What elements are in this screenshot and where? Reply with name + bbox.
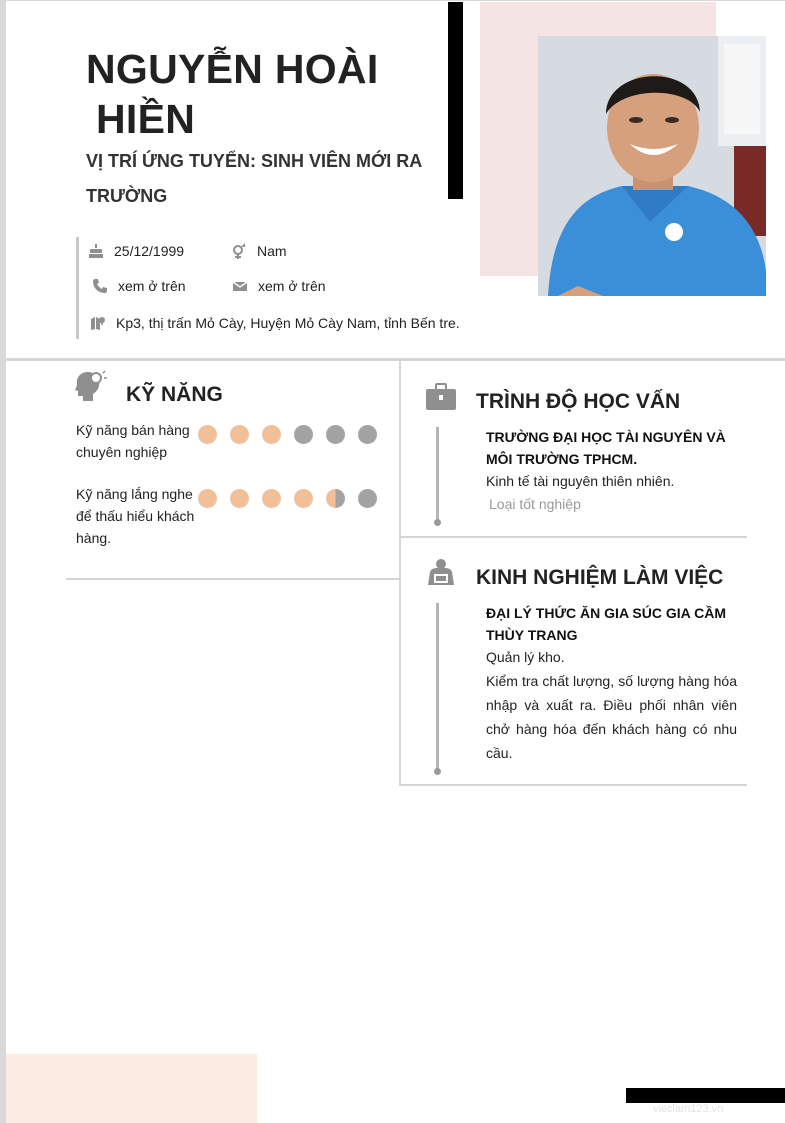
skills-divider xyxy=(66,578,400,580)
skill-dot xyxy=(358,489,377,508)
company-name: ĐẠI LÝ THỨC ĂN GIA SÚC GIA CẦM THÙY TRANG xyxy=(486,605,727,643)
briefcase-icon xyxy=(425,383,457,411)
skill-dot xyxy=(262,425,281,444)
skill-dot xyxy=(294,489,313,508)
address-value: Kp3, thị trấn Mỏ Cày, Huyện Mỏ Cày Nam, tỉnh Bến tre. xyxy=(116,315,460,331)
footer-accent-block xyxy=(6,1054,257,1123)
accent-bar xyxy=(448,2,463,199)
experience-divider xyxy=(401,784,747,786)
map-icon xyxy=(90,315,106,331)
main-divider xyxy=(6,358,785,361)
birthday-row xyxy=(88,243,184,259)
education-divider xyxy=(401,536,747,538)
page-left-edge xyxy=(0,0,6,1123)
skill-dot xyxy=(230,489,249,508)
education-timeline-end xyxy=(434,519,441,526)
address-row xyxy=(90,315,460,331)
skill-dot xyxy=(326,425,345,444)
page-top-edge xyxy=(0,0,785,1)
experience-title: KINH NGHIỆM LÀM VIỆC xyxy=(476,566,724,589)
phone-icon xyxy=(92,278,108,294)
gender-row xyxy=(231,243,287,259)
name-line-1: NGUYỄN HOÀI xyxy=(86,46,379,92)
experience-timeline xyxy=(436,603,439,769)
head-idea-icon xyxy=(74,370,108,402)
gender-value: Nam xyxy=(257,243,287,259)
profile-photo xyxy=(538,36,766,296)
name-line-2: HIỀN xyxy=(96,96,196,142)
job-description: Kiểm tra chất lượng, số lượng hàng hóa nhập và xuất ra. Điều phối nhân viên chở hàng hóa đến khách hàng có nhu cầu. xyxy=(486,673,737,761)
experience-timeline-end xyxy=(434,768,441,775)
major: Kinh tế tài nguyên thiên nhiên. xyxy=(486,473,675,489)
skill-dot xyxy=(262,489,281,508)
footer-accent-bar xyxy=(626,1088,785,1103)
skill-dot xyxy=(198,425,217,444)
birthday-cake-icon xyxy=(88,243,104,259)
education-title: TRÌNH ĐỘ HỌC VẤN xyxy=(476,390,681,413)
skill-dot xyxy=(230,425,249,444)
skill-dot xyxy=(294,425,313,444)
skills-title: KỸ NĂNG xyxy=(126,383,223,406)
watermark: vieclam123.vn xyxy=(653,1103,724,1115)
column-divider xyxy=(399,361,401,786)
mail-icon xyxy=(232,278,248,294)
email-value: xem ở trên xyxy=(258,278,326,294)
position-title: VỊ TRÍ ỨNG TUYỂN: SINH VIÊN MỚI RA TRƯỜNG xyxy=(86,151,422,206)
school-name: TRƯỜNG ĐẠI HỌC TÀI NGUYÊN VÀ MÔI TRƯỜNG TPHCM. xyxy=(486,429,726,467)
graduation-grade: Loại tốt nghiệp xyxy=(489,496,581,512)
birthday-value: 25/12/1999 xyxy=(114,243,185,259)
info-divider xyxy=(76,237,79,339)
skill-name: Kỹ năng lắng nghe để thấu hiểu khách hàng. xyxy=(76,486,195,546)
skill-name: Kỹ năng bán hàng chuyên nghiệp xyxy=(76,422,190,460)
skill-rating xyxy=(198,425,377,444)
skill-dot xyxy=(198,489,217,508)
email-row xyxy=(232,278,326,294)
worker-icon xyxy=(425,558,457,586)
phone-row xyxy=(92,278,186,294)
skill-rating xyxy=(198,489,377,508)
skill-dot xyxy=(326,489,345,508)
skill-dot xyxy=(358,425,377,444)
phone-value: xem ở trên xyxy=(118,278,186,294)
job-role: Quản lý kho. xyxy=(486,649,565,665)
candidate-name xyxy=(86,44,426,144)
education-timeline xyxy=(436,427,439,520)
gender-icon xyxy=(231,243,247,259)
